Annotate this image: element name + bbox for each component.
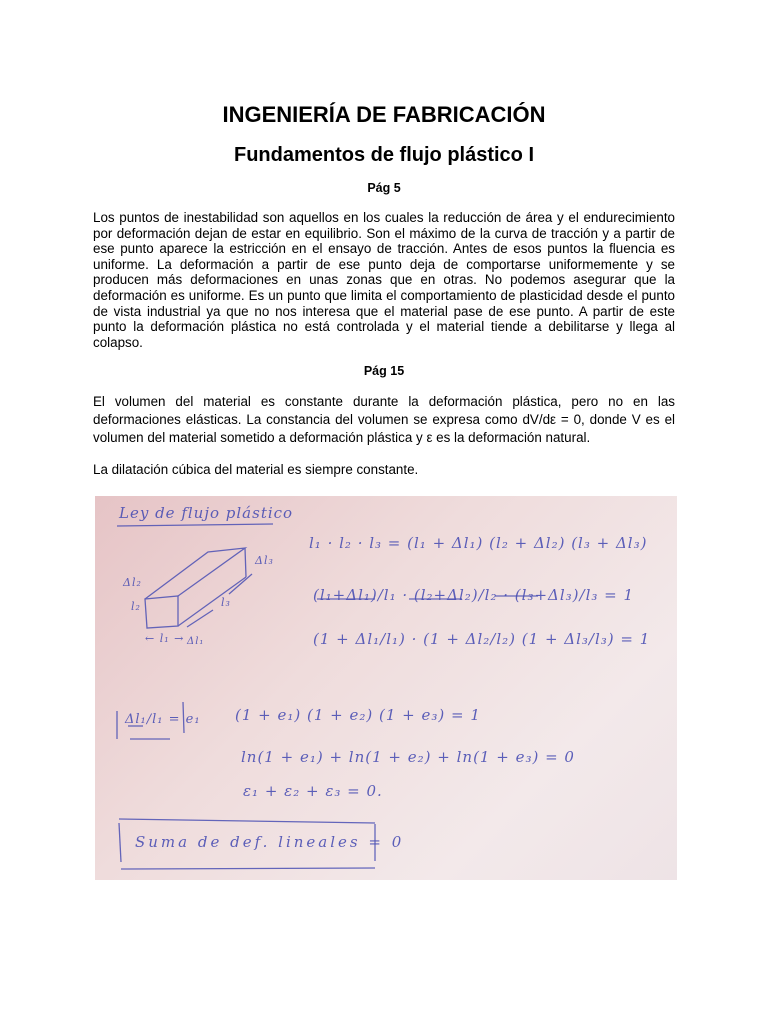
page-label: Pág 5	[367, 181, 401, 195]
label-dl3: Δl₃	[255, 554, 274, 567]
equation: ε₁ + ε₂ + ε₃ = 0.	[243, 782, 383, 800]
page-label: Pág 15	[363, 364, 405, 378]
notes-heading: Ley de flujo plástico	[119, 504, 294, 522]
document-subtitle: Fundamentos de flujo plástico I	[233, 144, 535, 166]
equation: ln(1 + e₁) + ln(1 + e₂) + ln(1 + e₃) = 0	[241, 748, 575, 766]
label-dl2: Δl₂	[123, 576, 142, 589]
equation: (l₁+Δl₁)/l₁ · (l₂+Δl₂)/l₂ · (l₃+Δl₃)/l₃ = 1	[313, 586, 635, 604]
label-dl1: Δl₁	[187, 636, 205, 647]
paragraph: La dilatación cúbica del material es siempre constante.	[93, 462, 419, 477]
paragraph: El volumen del material es constante durante la deformación plástica, pero no en las deformaciones elásticas. La constancia del volumen se expresa como dV/dε = 0, donde V es el volumen del material sometido a deformación plástica y ε es la deformación natural.	[93, 394, 675, 446]
conclusion-box: Suma de def. lineales = 0	[135, 833, 405, 851]
document-title: INGENIERÍA DE FABRICACIÓN	[222, 102, 546, 127]
equation: (1 + e₁) (1 + e₂) (1 + e₃) = 1	[235, 706, 481, 724]
equation: l₁ · l₂ · l₃ = (l₁ + Δl₁) (l₂ + Δl₂) (l₃ + Δl₃)	[309, 534, 648, 552]
label-l2: l₂	[131, 600, 141, 613]
equation: (1 + Δl₁/l₁) · (1 + Δl₂/l₂) (1 + Δl₃/l₃) = 1	[313, 630, 651, 648]
paragraph: Los puntos de inestabilidad son aquellos en los cuales la reducción de área y el endurecimiento por deformación dejan de estar en equilibrio. Son el máximo de la curva de tracción y a partir de ese punto aparece la estricción en el ensayo de tracción. Antes de esos puntos la fluencia es uniforme. La deformación a partir de ese punto deja de comportarse uniformemente y se producen más deformaciones en unas zonas que en otras. No podemos asegurar que la deformación es uniforme. Es un punto que limita el comportamiento de plasticidad desde el punto de vista industrial ya que no nos interesa que el material pase de ese punto. A partir de este punto la deformación plástica no está controlada y el material tiende a debilitarse y llega al colapso.	[93, 210, 675, 350]
label-l3: l₃	[221, 596, 231, 609]
sketch-lines	[95, 496, 677, 880]
handwritten-notes-photo	[95, 496, 677, 880]
label-l1: ← l₁ →	[145, 632, 185, 645]
definition-box: Δl₁/l₁ = e₁	[125, 712, 201, 727]
